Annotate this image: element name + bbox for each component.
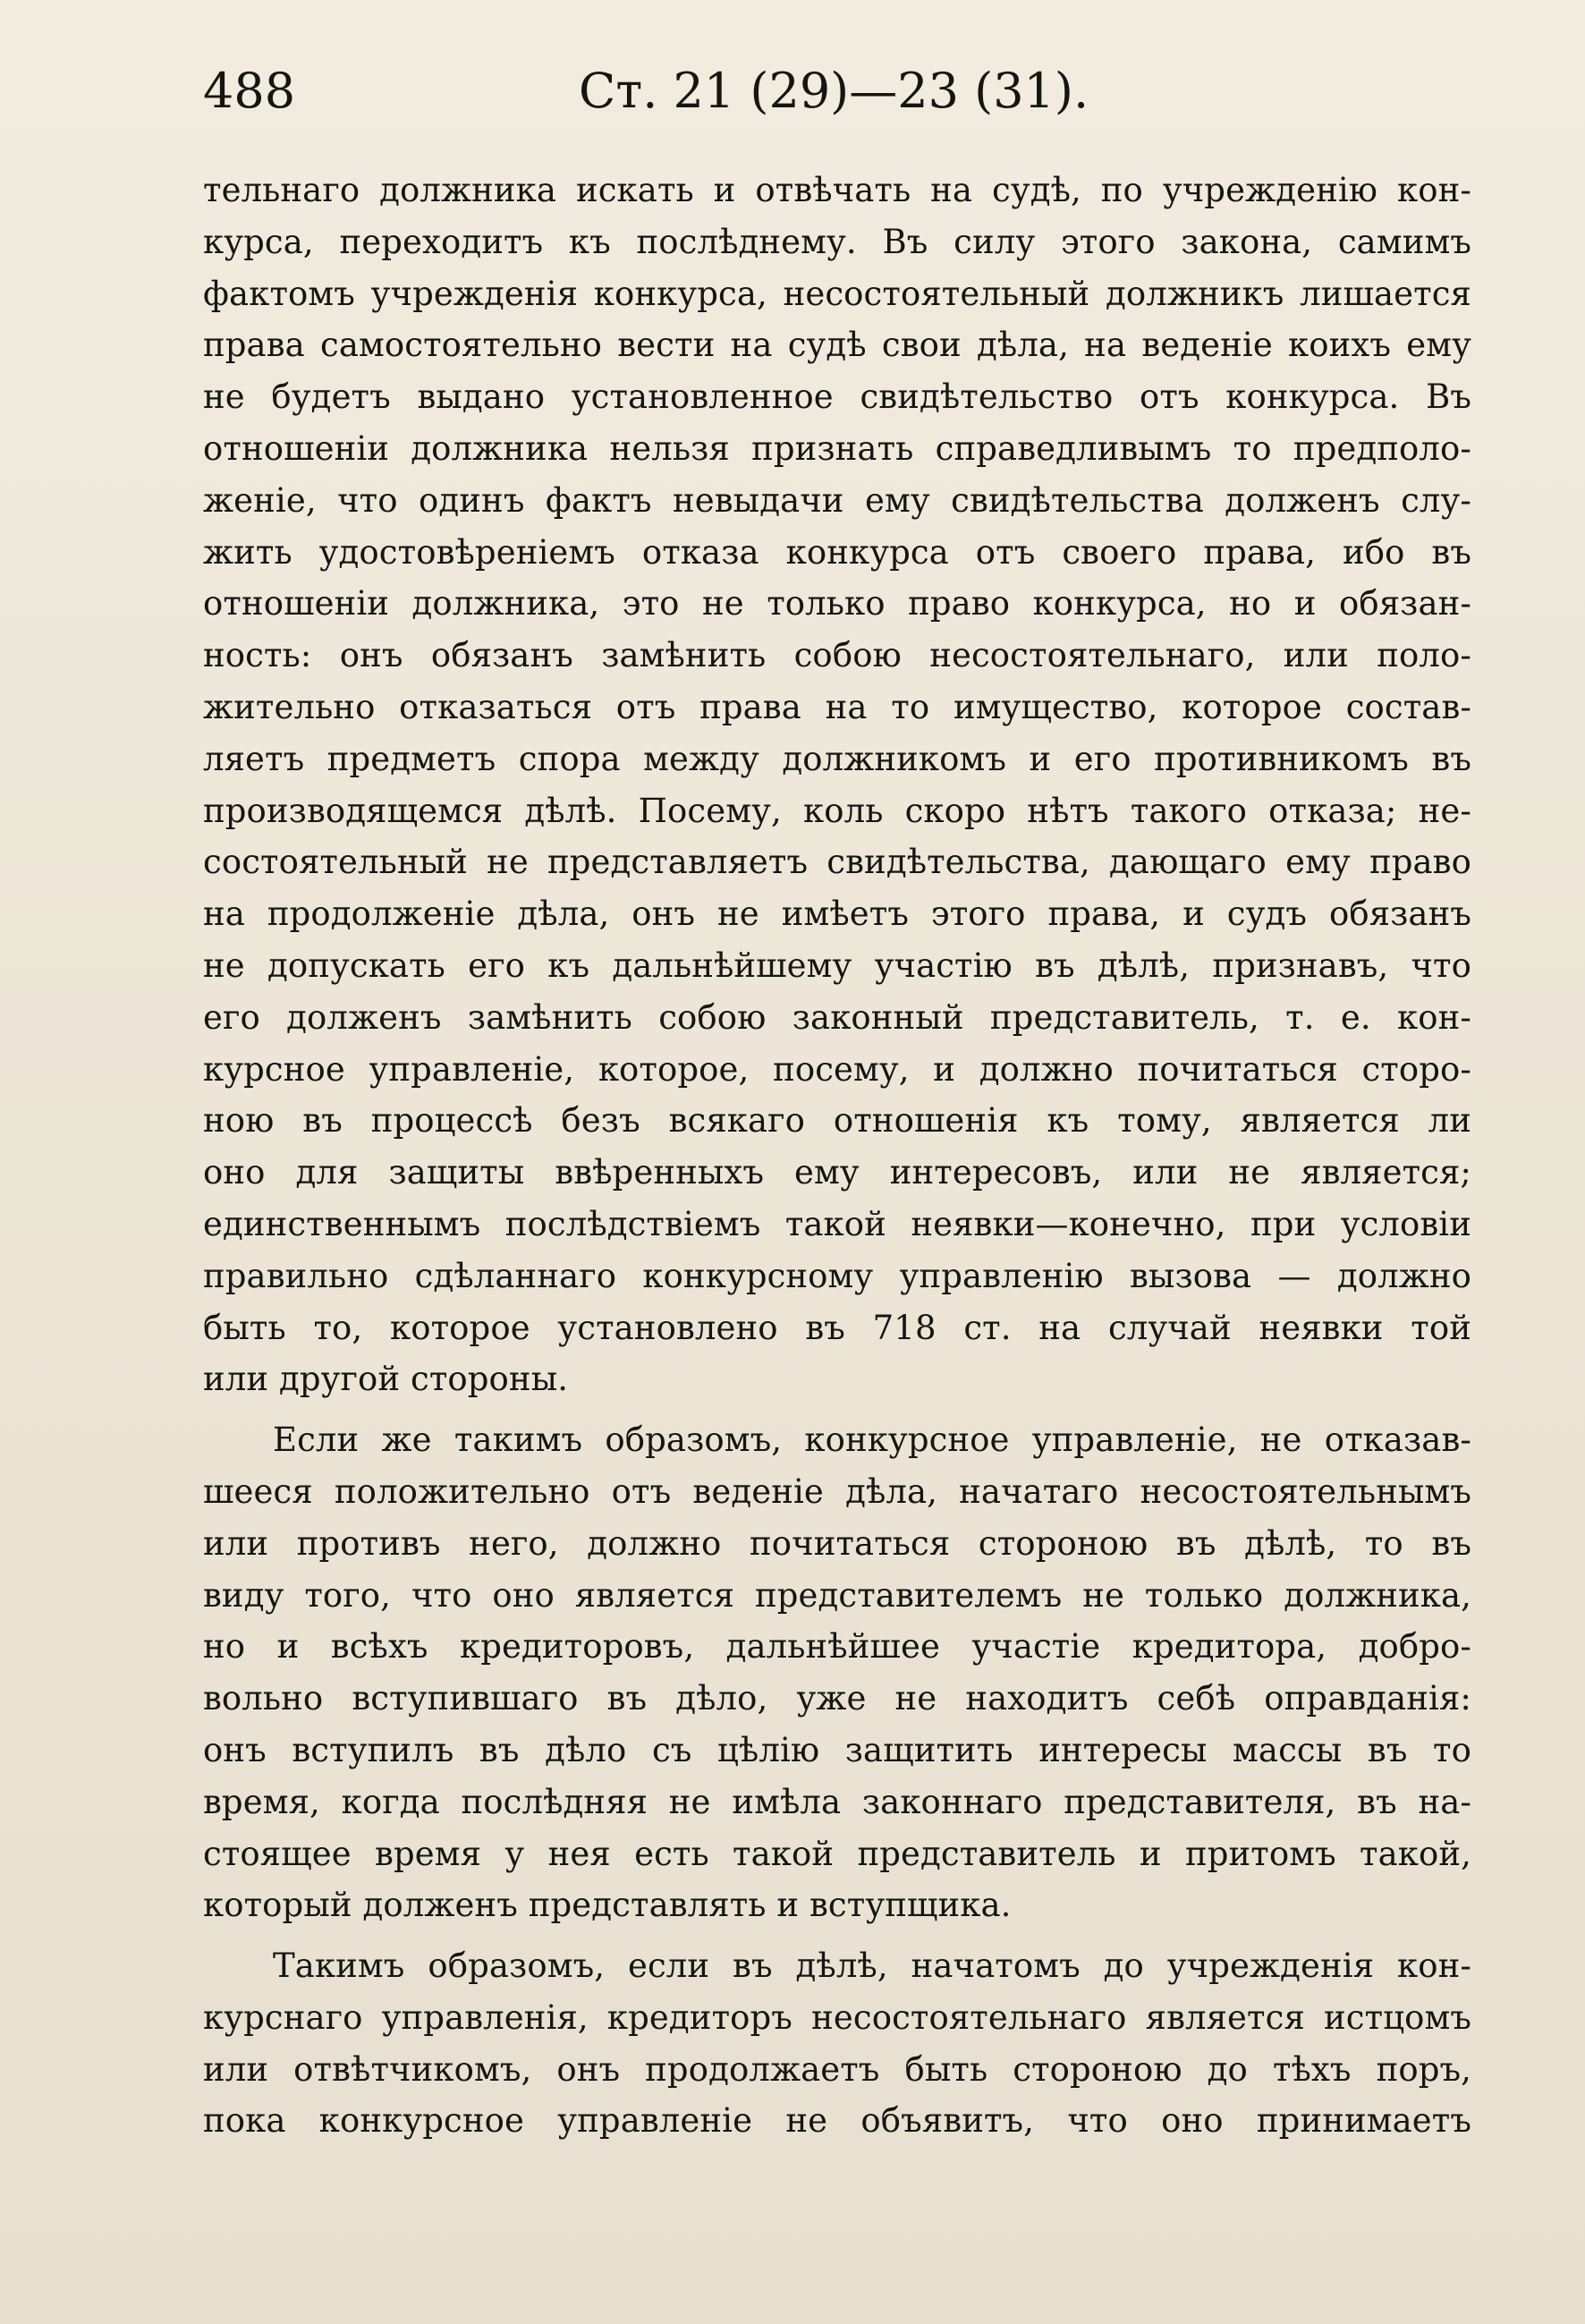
text-line: но и всѣхъ кредиторовъ, дальнѣйшее участіе кредитора, добро- <box>203 1627 1471 1667</box>
text-line: ною въ процессѣ безъ всякаго отношенія къ тому, является ли <box>203 1101 1471 1141</box>
text-line: его долженъ замѣнить собою законный представитель, т. е. кон- <box>203 997 1471 1037</box>
text-line: производящемся дѣлѣ. Посему, коль скоро нѣтъ такого отказа; не- <box>203 791 1471 830</box>
text-line: не будетъ выдано установленное свидѣтельство отъ конкурса. Въ <box>203 377 1471 417</box>
text-line: тельнаго должника искать и отвѣчать на судѣ, по учрежденію кон- <box>203 171 1471 209</box>
text-line: курсное управленіе, которое, посему, и должно почитаться сторо- <box>203 1049 1471 1089</box>
text-line: права самостоятельно вести на судѣ свои дѣла, на веденіе коихъ ему <box>203 326 1471 365</box>
paragraph-first-line: Если же такимъ образомъ, конкурсное управленіе, не отказав- <box>273 1421 1471 1460</box>
text-line: онъ вступилъ въ дѣло съ цѣлію защитить интересы массы въ то <box>203 1730 1471 1769</box>
text-line: время, когда послѣдняя не имѣла законнаго представителя, въ на- <box>203 1782 1471 1821</box>
text-line: отношеніи должника нельзя признать справедливымъ то предполо- <box>203 428 1471 468</box>
text-line: ляетъ предметъ спора между должникомъ и его противникомъ въ <box>203 739 1471 778</box>
text-line: пока конкурсное управленіе не объявитъ, что оно принимаетъ <box>203 2101 1471 2141</box>
text-line: или другой стороны. <box>203 1360 569 1399</box>
text-line: или отвѣтчикомъ, онъ продолжаетъ быть стороною до тѣхъ поръ, <box>203 2049 1471 2089</box>
text-line: ность: онъ обязанъ замѣнить собою несостоятельнаго, или поло- <box>203 636 1471 675</box>
text-line: виду того, что оно является представителемъ не только должника, <box>203 1575 1471 1615</box>
text-line: фактомъ учрежденія конкурса, несостоятельный должникъ лишается <box>203 274 1471 313</box>
article-range: Ст. 21 (29)—23 (31). <box>579 63 1089 119</box>
text-line: жить удостовѣреніемъ отказа конкурса отъ своего права, ибо въ <box>203 532 1471 572</box>
text-line: не допускать его къ дальнѣйшему участію въ дѣлѣ, признавъ, что <box>203 946 1471 985</box>
text-line: курса, переходитъ къ послѣднему. Въ силу этого закона, самимъ <box>203 222 1471 261</box>
text-line: или противъ него, должно почитаться стороною въ дѣлѣ, то въ <box>203 1523 1471 1563</box>
page-header <box>203 55 1455 127</box>
text-line: жительно отказаться отъ права на то имущество, которое состав- <box>203 687 1471 726</box>
text-line: единственнымъ послѣдствіемъ такой неявки—конечно, при условіи <box>203 1204 1471 1243</box>
page-number: 488 <box>203 63 296 119</box>
text-line: который долженъ представлять и вступщика. <box>203 1886 1012 1925</box>
text-line: на продолженіе дѣла, онъ не имѣетъ этого права, и судъ обязанъ <box>203 895 1471 934</box>
body-text <box>203 165 1471 2147</box>
text-line: быть то, которое установлено въ 718 ст. на случай неявки той <box>203 1308 1471 1347</box>
text-line: стоящее время у нея есть такой представитель и притомъ такой, <box>203 1834 1471 1873</box>
text-line: вольно вступившаго въ дѣло, уже не находитъ себѣ оправданія: <box>203 1679 1471 1718</box>
text-line: отношеніи должника, это не только право конкурса, но и обязан- <box>203 584 1471 623</box>
text-line: правильно сдѣланнаго конкурсному управленію вызова — должно <box>203 1256 1471 1295</box>
text-line: шееся положительно отъ веденіе дѣла, начатаго несостоятельнымъ <box>203 1472 1471 1511</box>
text-line: состоятельный не представляетъ свидѣтельства, дающаго ему право <box>203 843 1471 882</box>
paragraph-first-line: Такимъ образомъ, если въ дѣлѣ, начатомъ до учрежденія кон- <box>273 1947 1471 1986</box>
text-line: курснаго управленія, кредиторъ несостоятельнаго является истцомъ <box>203 1997 1471 2037</box>
text-line: оно для защиты ввѣренныхъ ему интересовъ, или не является; <box>203 1153 1471 1192</box>
text-line: женіе, что одинъ фактъ невыдачи ему свидѣтельства долженъ слу- <box>203 480 1471 520</box>
